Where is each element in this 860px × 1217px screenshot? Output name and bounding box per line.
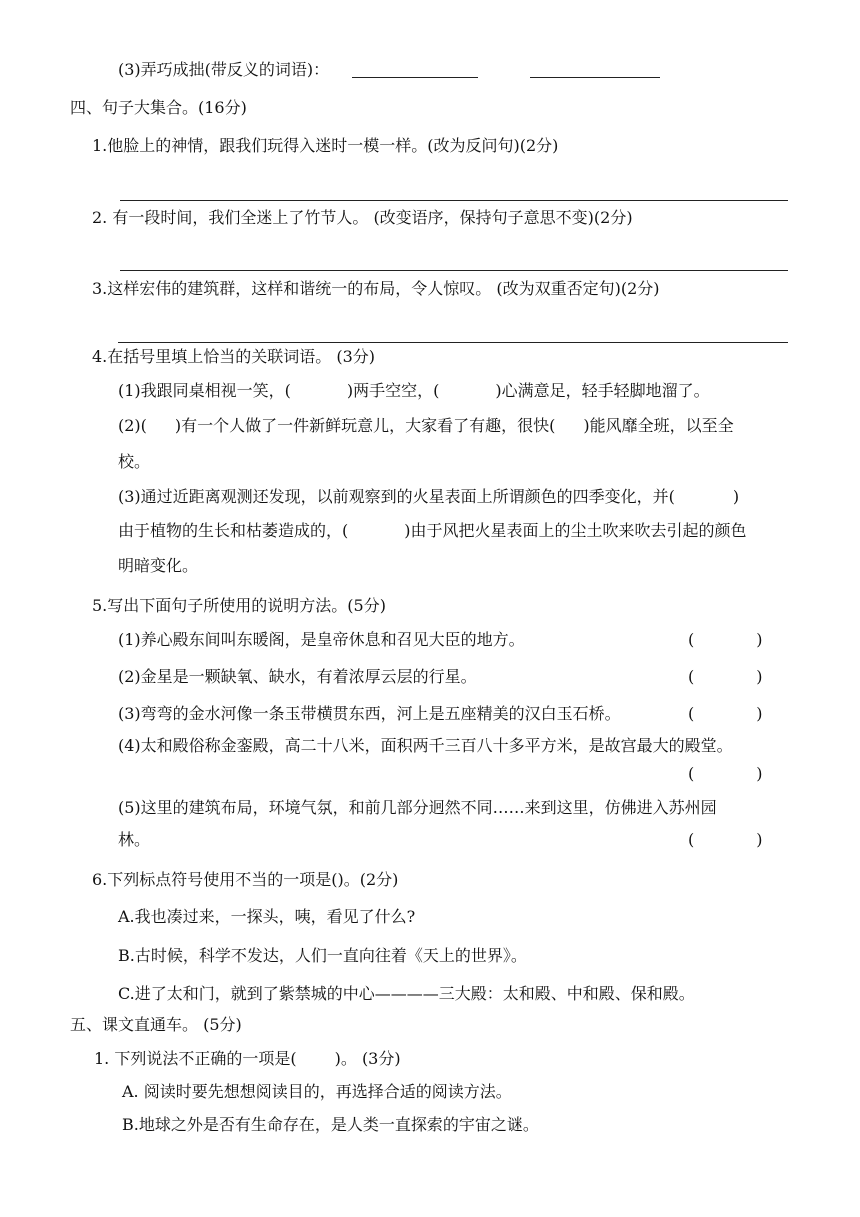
- question-4: 4.在括号里填上恰当的关联词语。 (3分): [92, 347, 376, 366]
- section-5-title: 五、课文直通车。 (5分): [70, 1015, 242, 1034]
- paren-close: ): [756, 704, 763, 723]
- question-4-item-2-cont: 校。: [118, 452, 151, 471]
- s5-q1-text-a: 1. 下列说法不正确的一项是(: [94, 1049, 297, 1068]
- paren-open: (: [688, 704, 695, 723]
- question-6-option-c[interactable]: C.进了太和门，就到了紫禁城的中心————三大殿：太和殿、中和殿、保和殿。: [118, 984, 695, 1003]
- question-5-item-2: (2)金星是一颗缺氧、缺水，有着浓厚云层的行星。: [118, 667, 477, 686]
- q4-1-text-c: )心满意足，轻手轻脚地溜了。: [495, 381, 710, 400]
- paren-open: (: [688, 667, 695, 686]
- q4-3-text-b: 由于植物的生长和枯萎造成的，(: [118, 521, 349, 540]
- question-5-item-4: (4)太和殿俗称金銮殿，高二十八米，面积两千三百八十多平方米，是故宫最大的殿堂。: [118, 736, 733, 755]
- question-5: 5.写出下面句子所使用的说明方法。(5分): [92, 596, 386, 615]
- question-6: 6.下列标点符号使用不当的一项是()。(2分): [92, 870, 399, 889]
- q4-1-text-a: (1)我跟同桌相视一笑，(: [118, 381, 291, 400]
- answer-line[interactable]: [120, 270, 788, 271]
- s5-q1-text-b: )。 (3分): [334, 1049, 401, 1068]
- question-1: 1.他脸上的神情，跟我们玩得入迷时一模一样。(改为反问句)(2分): [92, 136, 559, 155]
- paren-open: (: [688, 630, 695, 649]
- q4-2-text-a: (2)(: [118, 416, 147, 435]
- q4-3-text-c: )由于风把火星表面上的尘土吹来吹去引起的颜色: [404, 521, 747, 540]
- answer-blank[interactable]: [352, 77, 478, 78]
- item-3-antonym-words: (3)弄巧成拙(带反义的词语)：: [118, 60, 330, 79]
- paren-close: ): [756, 830, 763, 849]
- q4-2-text-b: )有一个人做了一件新鲜玩意儿，大家看了有趣，很快(: [174, 416, 556, 435]
- question-6-option-a[interactable]: A.我也凑过来，一探头，咦，看见了什么?: [118, 907, 416, 926]
- answer-paren[interactable]: [688, 764, 763, 784]
- paren-close: ): [756, 764, 763, 783]
- question-4-item-2: [118, 416, 734, 436]
- answer-line[interactable]: [118, 342, 788, 343]
- section-5-option-a[interactable]: A. 阅读时要先想想阅读目的，再选择合适的阅读方法。: [122, 1082, 512, 1101]
- section-4-title: 四、句子大集合。(16分): [70, 98, 247, 117]
- paren-close: ): [756, 667, 763, 686]
- question-5-item-1: (1)养心殿东间叫东暖阁，是皇帝休息和召见大臣的地方。: [118, 630, 525, 649]
- question-5-item-3: (3)弯弯的金水河像一条玉带横贯东西，河上是五座精美的汉白玉石桥。: [118, 704, 621, 723]
- answer-paren[interactable]: [688, 630, 763, 650]
- question-6-option-b[interactable]: B.古时候，科学不发达，人们一直向往着《天上的世界》。: [118, 946, 527, 965]
- answer-paren[interactable]: [688, 667, 763, 687]
- question-4-item-3: [118, 487, 739, 507]
- q4-1-text-b: )两手空空，(: [346, 381, 440, 400]
- answer-paren[interactable]: [688, 830, 763, 850]
- answer-line[interactable]: [120, 200, 788, 201]
- question-4-item-3-cont2: 明暗变化。: [118, 556, 199, 575]
- question-4-item-3-cont: [118, 521, 747, 541]
- question-4-item-1: [118, 381, 710, 401]
- question-3: 3.这样宏伟的建筑群，这样和谐统一的布局，令人惊叹。 (改为双重否定句)(2分): [92, 279, 660, 298]
- q4-3-close-paren: ): [732, 487, 740, 506]
- section-5-question-1: [94, 1049, 401, 1069]
- answer-paren[interactable]: [688, 704, 763, 724]
- question-2: 2. 有一段时间，我们全迷上了竹节人。 (改变语序，保持句子意思不变)(2分): [92, 208, 633, 227]
- paren-close: ): [756, 630, 763, 649]
- q4-2-text-c: )能风靡全班，以至全: [583, 416, 734, 435]
- paren-open: (: [688, 764, 695, 783]
- question-5-item-5-cont: 林。: [118, 830, 151, 849]
- q4-3-text-a: (3)通过近距离观测还发现，以前观察到的火星表面上所谓颜色的四季变化，并(: [118, 487, 675, 506]
- paren-open: (: [688, 830, 695, 849]
- answer-blank[interactable]: [530, 77, 660, 78]
- section-5-option-b[interactable]: B.地球之外是否有生命存在，是人类一直探索的宇宙之谜。: [122, 1115, 539, 1134]
- question-5-item-5: (5)这里的建筑布局，环境气氛，和前几部分迥然不同……来到这里，仿佛进入苏州园: [118, 798, 717, 817]
